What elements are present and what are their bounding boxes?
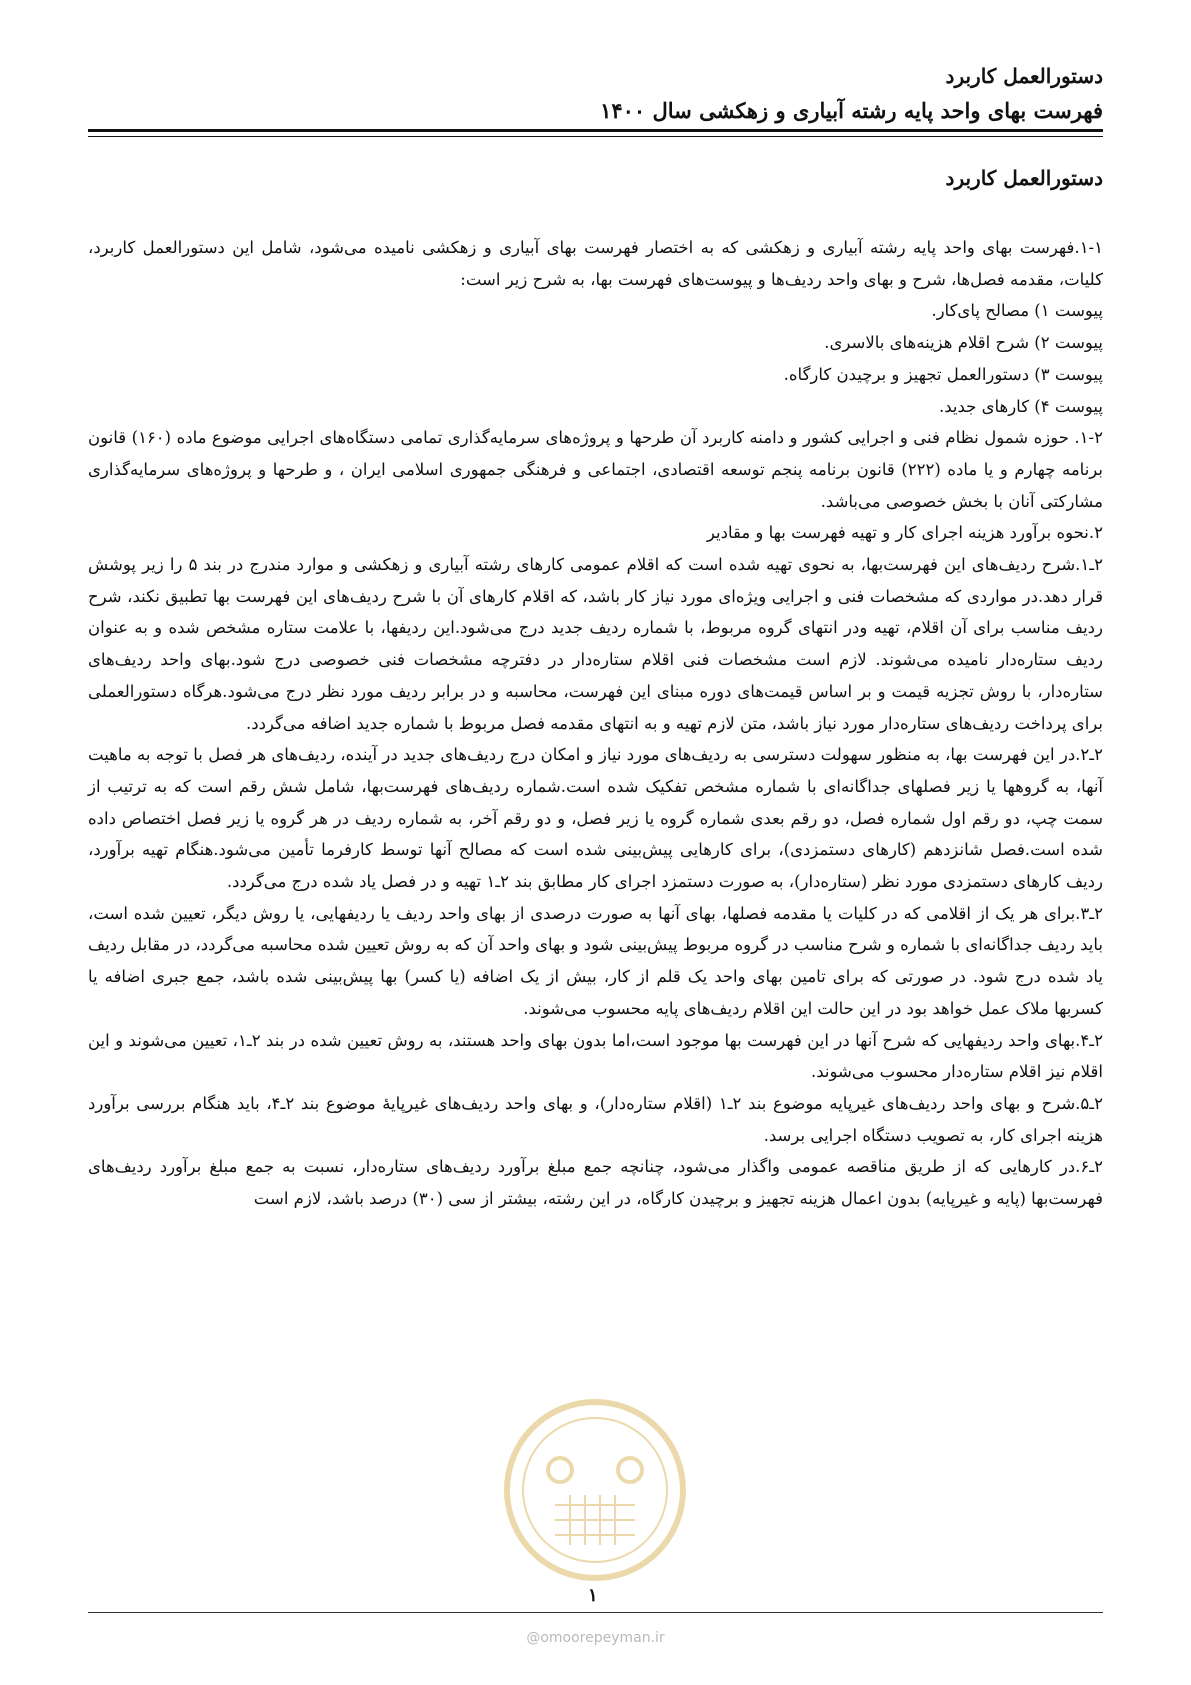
paragraph: ۱-۱.فهرست بهای واحد پایه رشته آبیاری و زهکشی که به اختصار فهرست بهای آبیاری و زهکشی نامیده می‌شود، شامل این دستورالعمل کاربرد، کلیات، مقدمه فصل‌ها، شرح و بهای واحد ردیف‌ها و پیوست‌های فهرست بها، به شرح زیر است: [88, 238, 1103, 289]
paragraph: ۲ـ۲.در این فهرست بها، به منظور سهولت دسترسی به ردیف‌های مورد نیاز و امکان درج ردیف‌های جدید در آینده، ردیف‌های هر فصل با توجه به ماهیت آنها، به گروهها یا زیر فصلهای جداگانه‌ای با شماره مشخص تفکیک شده است.شماره ردیف‌های فهرست‌بها، شامل شش رقم است که به ترتیب از سمت چپ، دو رقم اول شماره فصل، دو رقم بعدی شماره گروه یا زیر فصل، و دو رقم آخر، به شماره ردیف در هر گروه یا زیر فصل اختصاص داده شده است.فصل شانزدهم (کارهای دستمزدی)، برای کارهایی پیش‌بینی شده است که مصالح آنها توسط کارفرما تأمین می‌شود.هنگام تهیه برآورد، ردیف کارهای دستمزدی مورد نظر (ستاره‌دار)، به صورت دستمزد اجرای کار مطابق بند ۲ـ۱ تهیه و در فصل یاد شده درج می‌گردد. [88, 745, 1104, 892]
header-title: دستورالعمل کاربرد [945, 64, 1103, 88]
paragraph: ۲ـ۱.شرح ردیف‌های این فهرست‌بها، به نحوی تهیه شده است که اقلام عمومی کارهای رشته آبیاری و زهکشی و موارد مندرج در بند ۵ را زیر پوشش قرار دهد.در مواردی که مشخصات فنی و اجرایی ویژه‌ای مورد نیاز کار باشد، که اقلام کارهای آن با شرح ردیف‌های این فهرست بها تطبیق نکند، شرح ردیف مناسب برای آن اقلام، تهیه ودر انتهای گروه مربوط، با شماره ردیف جدید درج می‌شود.این ردیفها، با علامت ستاره مشخص شده و به عنوان ردیف ستاره‌دار نامیده می‌شوند. لازم است مشخصات فنی اقلام ستاره‌دار در دفترچه مشخصات فنی خصوصی درج شود.بهای واحد ردیف‌های ستاره‌دار، با روش تجزیه قیمت و بر اساس قیمت‌های دوره مبنای این فهرست، محاسبه و در برابر ردیف مورد نظر درج می‌شود.هرگاه دستورالعملی برای پرداخت ردیف‌های ستاره‌دار مورد نیاز باشد، متن لازم تهیه و به انتهای مقدمه فصل مربوط با شماره جدید اضافه می‌گردد. [88, 555, 1103, 733]
section-title: دستورالعمل کاربرد [945, 166, 1103, 190]
paragraph: ۲ـ۶.در کارهایی که از طریق مناقصه عمومی واگذار می‌شود، چنانچه جمع مبلغ برآورد ردیف‌های ستاره‌دار، نسبت به جمع مبلغ برآورد ردیف‌های فهرست‌بها (پایه و غیرپایه) بدون اعمال هزینه تجهیز و برچیدن کارگاه، در این رشته، بیشتر از سی (۳۰) درصد باشد، لازم است [88, 1157, 1103, 1209]
paragraph: ۲ـ۳.برای هر یک از اقلامی که در کلیات یا مقدمه فصلها، بهای آنها به صورت درصدی از بهای واحد ردیف یا ردیفهایی، یا روش دیگر، تعیین شده است، باید ردیف جداگانه‌ای با شماره و شرح مناسب در گروه مربوط پیش‌بینی شود و بهای واحد آن که به روش تعیین شده محاسبه می‌گردد، در مقابل ردیف یاد شده درج شود. در صورتی که برای تامین بهای واحد یک قلم از کار، بیش از یک اضافه (یا کسر) بها پیش‌بینی شده باشد، جمع جبری اضافه یا کسربها ملاک عمل خواهد بود در این حالت این اقلام ردیف‌های پایه محسوب می‌شوند. [88, 903, 1103, 1018]
paragraph: ۲ـ۵.شرح و بهای واحد ردیف‌های غیرپایه موضوع بند ۲ـ۱ (اقلام ستاره‌دار)، و بهای واحد ردیف‌های غیرپایهٔ موضوع بند ۲ـ۴، باید هنگام بررسی برآورد هزینه اجرای کار، به تصویب دستگاه اجرایی برسد. [88, 1093, 1103, 1145]
paragraph: ۱-۲. حوزه شمول نظام فنی و اجرایی کشور و دامنه کاربرد آن طرحها و پروژه‌های سرمایه‌گذاری تمامی دستگاه‌های اجرایی موضوع ماده (۱۶۰) قانون برنامه چهارم و یا ماده (۲۲۲) قانون برنامه پنجم توسعه اقتصادی، اجتماعی و فرهنگی جمهوری اسلامی ایران ، و طرحها و پروژه‌های سرمایه‌گذاری مشارکتی آنان با بخش خصوصی می‌باشد. [88, 428, 1103, 511]
footer-rule [88, 1612, 1103, 1613]
header-rule-thin [88, 136, 1103, 137]
watermark-seal-icon [500, 1395, 690, 1585]
page-header [88, 58, 1103, 128]
paragraph: پیوست ۴) کارهای جدید. [938, 396, 1103, 416]
footer-watermark-url: @omoorepeyman.ir [526, 1630, 665, 1646]
page-number: ۱ [588, 1585, 598, 1606]
paragraph: پیوست ۳) دستورالعمل تجهیز و برچیدن کارگاه. [783, 364, 1103, 384]
header-subtitle: فهرست بهای واحد پایه رشته آبیاری و زهکشی سال ۱۴۰۰ [600, 98, 1103, 123]
paragraph: ۲.نحوه برآورد هزینه اجرای کار و تهیه فهرست بها و مقادیر [706, 523, 1103, 543]
paragraph: پیوست ۲) شرح اقلام هزینه‌های بالاسری. [824, 333, 1103, 353]
paragraph: پیوست ۱) مصالح پای‌کار. [931, 301, 1103, 321]
document-body [88, 232, 1103, 1215]
paragraph: ۲ـ۴.بهای واحد ردیفهایی که شرح آنها در این فهرست بها موجود است،اما بدون بهای واحد هستند، به روش تعیین شده در بند ۲ـ۱، تعیین می‌شوند و این اقلام نیز اقلام ستاره‌دار محسوب می‌شوند. [88, 1030, 1103, 1082]
header-rule-thick [88, 129, 1103, 132]
